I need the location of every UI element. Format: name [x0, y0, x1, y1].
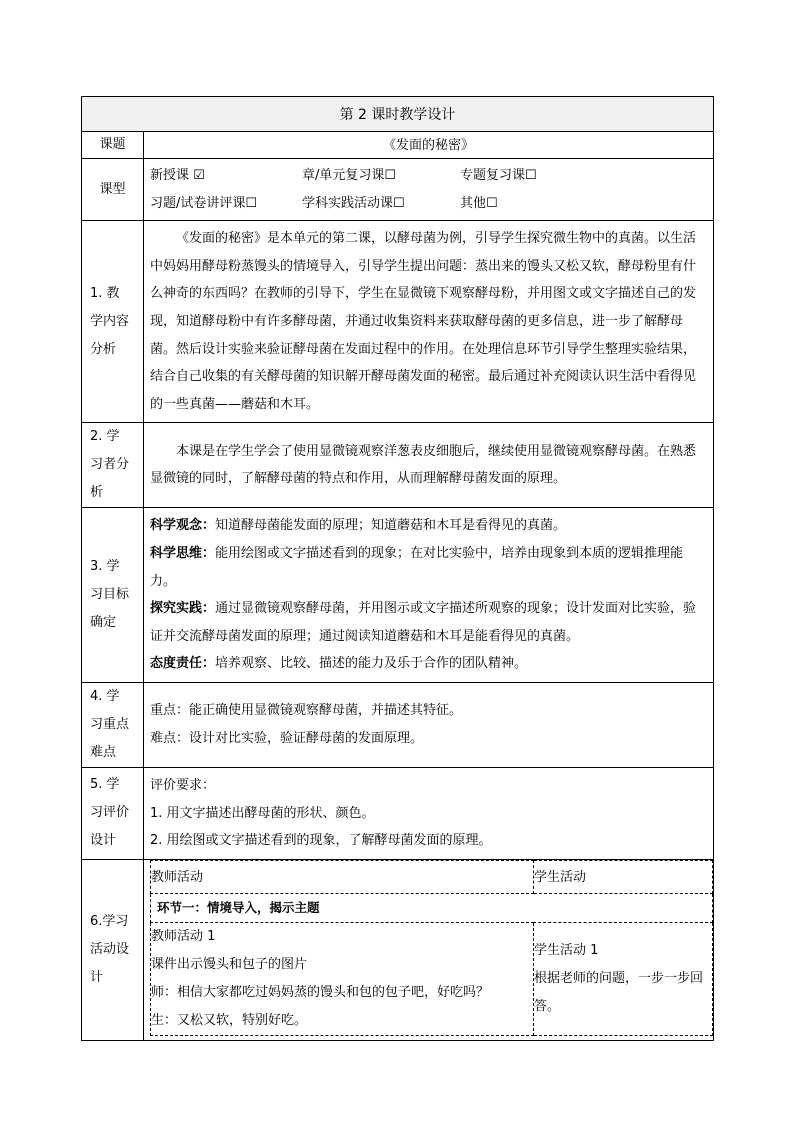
- section-label: 2. 学 习者分 析: [82, 423, 144, 508]
- section-key-points: [82, 682, 714, 767]
- phase-title: 环节一：情境导入，揭示主题: [151, 893, 713, 922]
- goal-item: 态度责任：培养观察、比较、描述的能力及乐于合作的团队精神。: [150, 656, 528, 672]
- type-options: [144, 159, 714, 221]
- title-row: [82, 97, 714, 132]
- section-content-analysis: [82, 221, 714, 423]
- option-practice-activity: 学科实践活动课☐: [302, 195, 405, 211]
- section-text: 重点：能正确使用显微镜观察酵母菌，并描述其特征。 难点：设计对比实验，验证酵母菌的发面原理。: [144, 682, 714, 767]
- section-text: 评价要求： 1. 用文字描述出酵母菌的形状、颜色。 2. 用绘图或文字描述看到的现象，了解酵母菌发面的原理。: [144, 767, 714, 859]
- section-activity-design: [82, 859, 714, 1040]
- goal-item: 探究实践：通过显微镜观察酵母菌，并用图示或文字描述所观察的现象；设计发面对比实验，验证并交流酵母菌发面的原理；通过阅读知道蘑菇和木耳是能看得见的真菌。: [150, 601, 697, 644]
- section-label: 4. 学 习重点 难点: [82, 682, 144, 767]
- document-title: 第 2 课时教学设计: [82, 97, 714, 132]
- section-learning-goals: [82, 508, 714, 683]
- option-other: 其他☐: [460, 195, 498, 211]
- option-new-lesson: 新授课 ☑: [150, 168, 205, 183]
- type-row: [82, 159, 714, 221]
- student-activity-1: 学生活动 1 根据老师的问题，一步一步回答。: [534, 922, 713, 1035]
- type-label: 课型: [82, 159, 144, 221]
- topic-value: 《发面的秘密》: [144, 132, 714, 159]
- section-label: 6.学习 活动设 计: [82, 859, 144, 1040]
- phase-row: [151, 893, 713, 922]
- section-text: 本课是在学生学会了使用显微镜观察洋葱表皮细胞后，继续使用显微镜观察酵母菌。在熟悉显微镜的同时，了解酵母菌的特点和作用，从而理解酵母菌发面的原理。: [144, 423, 714, 508]
- section-label: 1. 教 学内容 分析: [82, 221, 144, 423]
- section-label: 3. 学 习目标 确定: [82, 508, 144, 683]
- activity-header-row: [151, 860, 713, 893]
- lesson-plan-table: [81, 96, 714, 1041]
- section-text: 《发面的秘密》是本单元的第二课，以酵母菌为例，引导学生探究微生物中的真菌。以生活中妈妈用酵母粉蒸馒头的情境导入，引导学生提出问题：蒸出来的馒头又松又软，酵母粉里有什么神奇的东西吗？在教师的引导下，学生在显微镜下观察酵母粉，并用图文或文字描述自己的发现，知道酵母粉中有许多酵母菌，并通过收集资料来获取酵母菌的更多信息，进一步了解酵母菌。然后设计实验来验证酵母菌在发面过程中的作用。在处理信息环节引导学生整理实验结果，结合自己收集的有关酵母菌的知识解开酵母菌发面的秘密。最后通过补充阅读认识生活中看得见的一些真菌——蘑菇和木耳。: [144, 221, 714, 423]
- teacher-activity-header: 教师活动: [151, 860, 534, 893]
- goal-item: 科学思维：能用绘图或文字描述看到的现象；在对比实验中，培养由现象到本质的逻辑推理能力。: [150, 545, 684, 589]
- section-evaluation: [82, 767, 714, 859]
- option-unit-review: 章/单元复习课☐: [302, 168, 397, 183]
- lesson-plan-document: [81, 96, 713, 1041]
- section-label: 5. 学 习评价 设计: [82, 767, 144, 859]
- option-topic-review: 专题复习课☐: [460, 168, 537, 183]
- section-learner-analysis: [82, 423, 714, 508]
- student-activity-header: 学生活动: [534, 860, 713, 893]
- activity-container: [144, 859, 714, 1040]
- teacher-activity-1: 教师活动 1 课件出示馒头和包子的图片 师：相信大家都吃过妈妈蒸的馒头和包的包子吧，好吃吗？ 生：又松又软，特别好吃。: [151, 922, 534, 1035]
- activity-row: [151, 922, 713, 1035]
- activity-table: [150, 860, 713, 1036]
- section-goals-list: [144, 508, 714, 683]
- option-exercise-review: 习题/试卷讲评课☐: [150, 195, 258, 211]
- goal-item: 科学观念：知道酵母菌能发面的原理；知道蘑菇和木耳是看得见的真菌。: [150, 518, 567, 534]
- topic-row: [82, 132, 714, 159]
- topic-label: 课题: [82, 132, 144, 159]
